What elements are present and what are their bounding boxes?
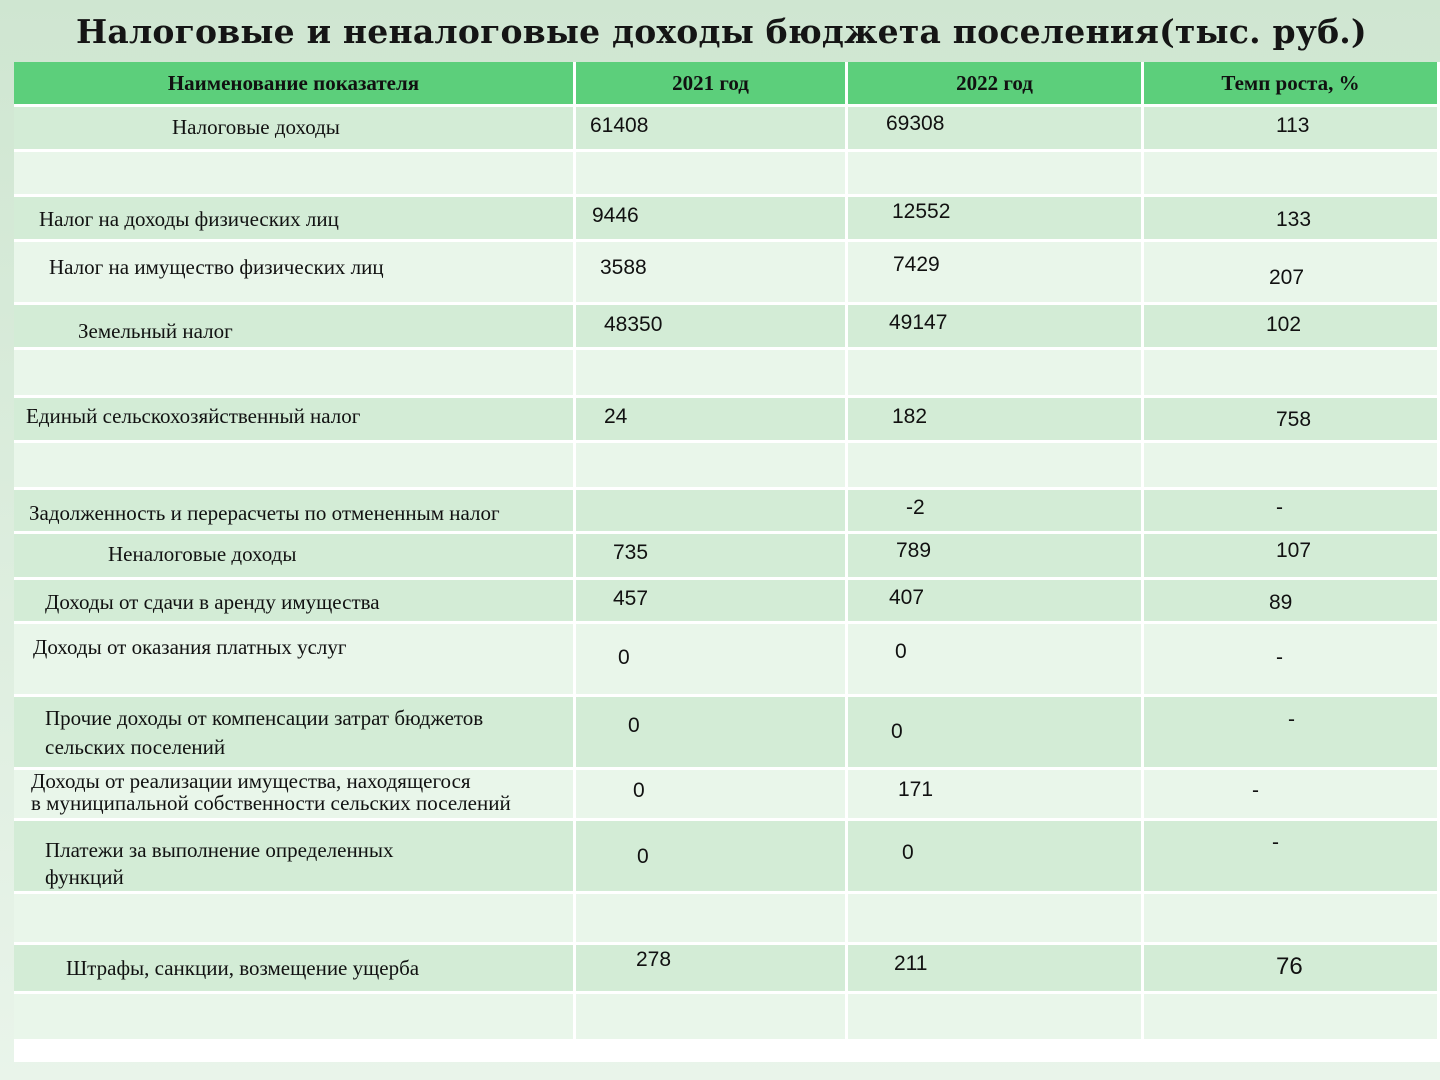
- table-row: [14, 490, 1440, 534]
- value-2021: 61408: [590, 114, 649, 137]
- income-table: [14, 62, 1440, 1042]
- growth-value: -: [1252, 779, 1259, 802]
- growth-value: 207: [1269, 266, 1305, 289]
- growth-value: -: [1276, 646, 1283, 669]
- growth-value: -: [1288, 708, 1295, 731]
- value-2022: 407: [889, 586, 925, 609]
- row-label: Налоговые доходы: [172, 115, 340, 139]
- value-2022: 182: [892, 405, 928, 428]
- row-label-line1: Прочие доходы от компенсации затрат бюджетов: [45, 706, 484, 730]
- row-label-line2: в муниципальной собственности сельских поселений: [31, 791, 511, 815]
- value-2021: 24: [604, 405, 628, 428]
- value-2022: 0: [891, 720, 903, 743]
- value-2022: 789: [896, 539, 932, 562]
- table-row: [14, 398, 1440, 443]
- table-row: [14, 350, 1440, 398]
- header-2021: 2021 год: [576, 62, 848, 107]
- value-2022: 12552: [892, 200, 951, 223]
- value-2022: 0: [902, 841, 914, 864]
- table-row: [14, 242, 1440, 305]
- row-label: Штрафы, санкции, возмещение ущерба: [66, 956, 420, 980]
- value-2021: 0: [618, 646, 630, 669]
- table-row: [14, 624, 1440, 697]
- page-title: Налоговые и неналоговые доходы бюджета поселения(тыс. руб.): [76, 12, 1367, 51]
- header-indicator: Наименование показателя: [14, 62, 576, 107]
- growth-value: 113: [1276, 114, 1310, 137]
- row-label-line1: Платежи за выполнение определенных: [45, 838, 394, 862]
- row-label: Доходы от сдачи в аренду имущества: [45, 590, 380, 614]
- header-2022: 2022 год: [848, 62, 1144, 107]
- value-2021: 3588: [600, 256, 647, 279]
- value-2021: 9446: [592, 204, 639, 227]
- table-row: [14, 197, 1440, 242]
- value-2022: -2: [906, 496, 925, 519]
- table-header-row: [14, 62, 1440, 107]
- row-label: Доходы от оказания платных услуг: [33, 635, 347, 659]
- growth-value: 76: [1276, 953, 1303, 980]
- table-row: [14, 994, 1440, 1042]
- value-2021: 278: [636, 948, 672, 971]
- growth-value: -: [1276, 496, 1283, 519]
- income-table-container: [14, 62, 1440, 1062]
- value-2021: 0: [633, 779, 645, 802]
- row-label-line1: Доходы от реализации имущества, находящегося: [31, 769, 471, 793]
- table-row: [14, 945, 1440, 994]
- value-2022: 7429: [893, 253, 940, 276]
- table-row: [14, 894, 1440, 945]
- growth-value: 758: [1276, 408, 1312, 431]
- value-2022: 69308: [886, 112, 945, 135]
- value-2021: 0: [637, 845, 649, 868]
- table-row: [14, 443, 1440, 490]
- row-label: Неналоговые доходы: [108, 542, 297, 566]
- growth-value: 102: [1266, 313, 1302, 336]
- row-label: Задолженность и перерасчеты по отмененным налог: [29, 501, 500, 525]
- table-row: [14, 697, 1440, 770]
- value-2021: 0: [628, 714, 640, 737]
- row-label: Единый сельскохозяйственный налог: [26, 404, 361, 428]
- value-2022: 0: [895, 640, 907, 663]
- growth-value: 133: [1276, 208, 1312, 231]
- value-2021: 735: [613, 541, 649, 564]
- table-row: [14, 821, 1440, 894]
- growth-value: 107: [1276, 539, 1312, 562]
- table-row: [14, 152, 1440, 197]
- row-label: Налог на имущество физических лиц: [49, 255, 384, 279]
- value-2021: 457: [613, 587, 649, 610]
- growth-value: -: [1272, 831, 1279, 854]
- row-label: Налог на доходы физических лиц: [39, 207, 339, 231]
- table-row: [14, 534, 1440, 580]
- header-growth: Темп роста, %: [1144, 62, 1440, 107]
- table-row: [14, 305, 1440, 350]
- row-label-line2: функций: [45, 865, 124, 889]
- row-label: Земельный налог: [78, 319, 233, 343]
- value-2022: 49147: [889, 311, 948, 334]
- table-row: [14, 770, 1440, 821]
- table-row: [14, 580, 1440, 624]
- growth-value: 89: [1269, 591, 1293, 614]
- value-2022: 171: [898, 778, 934, 801]
- value-2022: 211: [894, 952, 928, 975]
- value-2021: 48350: [604, 313, 663, 336]
- table-row: [14, 107, 1440, 152]
- row-label-line2: сельских поселений: [45, 735, 226, 759]
